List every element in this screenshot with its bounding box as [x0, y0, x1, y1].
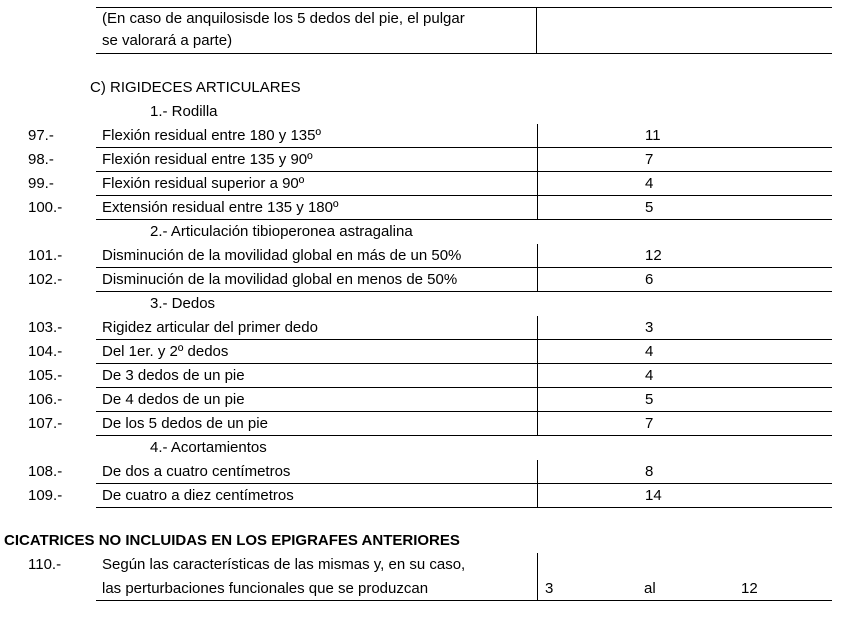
row-number: 99.-: [28, 175, 54, 192]
row-number: 100.-: [28, 199, 63, 216]
value-separator: al: [644, 580, 656, 597]
table-row: [0, 172, 859, 196]
row-text: Flexión residual entre 135 y 90º: [102, 151, 313, 168]
table-row-110: [0, 553, 859, 601]
row-text: Extensión residual entre 135 y 180º: [102, 199, 339, 216]
row-number: 102.-: [28, 271, 63, 288]
row-value: 7: [537, 412, 832, 435]
cicatrices-title: CICATRICES NO INCLUIDAS EN LOS EPIGRAFES ANTERIORES: [4, 532, 460, 549]
row-value: 8: [537, 460, 832, 483]
row-text: Disminución de la movilidad global en menos de 50%: [102, 271, 458, 288]
note-value-cell: [536, 8, 832, 53]
rigideces-section: [0, 76, 859, 508]
note-line-2: se valorará a parte): [102, 32, 233, 49]
value-max: 12: [741, 580, 758, 597]
row-text: De dos a cuatro centímetros: [102, 463, 291, 480]
group-title: 4.- Acortamientos: [150, 439, 267, 456]
row-text: Rigidez articular del primer dedo: [102, 319, 318, 336]
row-number: 105.-: [28, 367, 63, 384]
row-value: 6: [537, 268, 832, 291]
row-text: De los 5 dedos de un pie: [102, 415, 268, 432]
group-title: 2.- Articulación tibioperonea astragalina: [150, 223, 413, 240]
row-number: 110.-: [28, 556, 62, 573]
table-row: [0, 244, 859, 268]
row-value: 4: [537, 340, 832, 363]
row-text: [96, 553, 537, 600]
row-value: 7: [537, 148, 832, 171]
row-value: 3: [537, 316, 832, 339]
table-row: [0, 124, 859, 148]
row-number: 106.-: [28, 391, 63, 408]
row-text: Disminución de la movilidad global en más de un 50%: [102, 247, 462, 264]
group-title: 3.- Dedos: [150, 295, 216, 312]
row-text: De 4 dedos de un pie: [102, 391, 245, 408]
table-row: [0, 460, 859, 484]
row-text-line-1: Según las características de las mismas y, en su caso,: [102, 556, 466, 573]
row-number: 97.-: [28, 127, 54, 144]
row-value: 4: [537, 172, 832, 195]
row-value: 11: [537, 124, 832, 147]
note-cell: [96, 8, 536, 53]
row-text: Flexión residual superior a 90º: [102, 175, 305, 192]
row-number: 104.-: [28, 343, 63, 360]
section-title: C) RIGIDECES ARTICULARES: [90, 79, 301, 96]
table-row: [0, 388, 859, 412]
row-number: 108.-: [28, 463, 63, 480]
row-value: 5: [537, 388, 832, 411]
row-value: [537, 553, 832, 600]
table-row: [0, 340, 859, 364]
value-min: 3: [545, 580, 554, 597]
group-title: 1.- Rodilla: [150, 103, 218, 120]
row-text: De cuatro a diez centímetros: [102, 487, 294, 504]
table-row: [0, 148, 859, 172]
note-line-1: (En caso de anquilosisde los 5 dedos del pie, el pulgar: [102, 10, 465, 27]
row-value: 12: [537, 244, 832, 267]
row-value: 4: [537, 364, 832, 387]
row-number: 103.-: [28, 319, 63, 336]
row-number: 98.-: [28, 151, 54, 168]
table-row: [0, 196, 859, 220]
row-number: 107.-: [28, 415, 63, 432]
table-row: [0, 316, 859, 340]
table-row: [0, 268, 859, 292]
row-text: Del 1er. y 2º dedos: [102, 343, 229, 360]
table-row: [0, 484, 859, 508]
table-row: [0, 364, 859, 388]
row-text: Flexión residual entre 180 y 135º: [102, 127, 321, 144]
row-value: 5: [537, 196, 832, 219]
row-text-line-2: las perturbaciones funcionales que se produzcan: [102, 580, 429, 597]
row-value: 14: [537, 484, 832, 507]
note-row: [96, 7, 832, 54]
row-text: De 3 dedos de un pie: [102, 367, 245, 384]
row-number: 101.-: [28, 247, 63, 264]
table-row: [0, 412, 859, 436]
row-number: 109.-: [28, 487, 63, 504]
